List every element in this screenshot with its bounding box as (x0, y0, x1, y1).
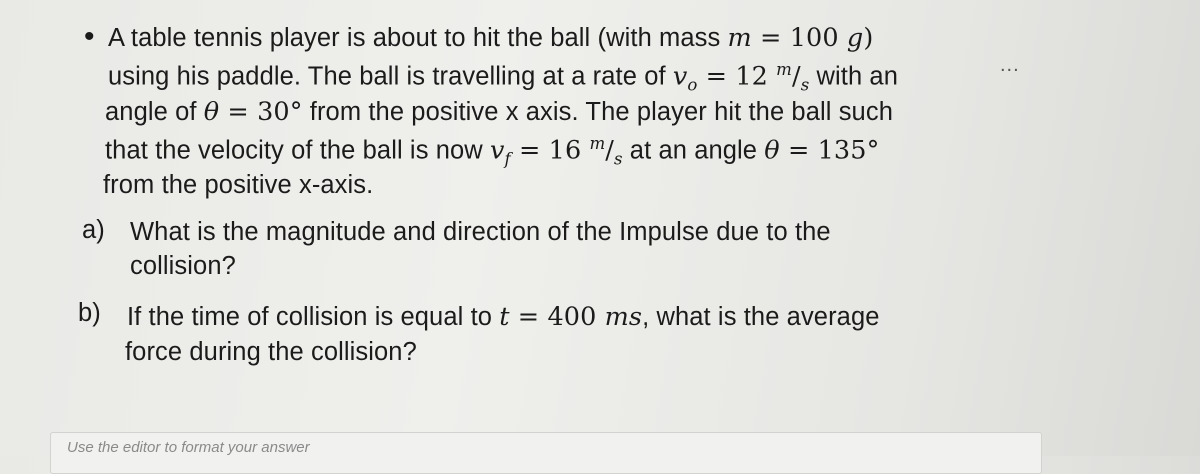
math-unit: g (846, 23, 864, 53)
question-line-1 (108, 23, 873, 53)
math-sup: m (776, 60, 792, 79)
part-a-line-1 (130, 218, 831, 247)
text: a) (82, 216, 105, 244)
part-b-label (78, 299, 101, 328)
math-eq: = 400 (509, 302, 605, 332)
part-a-line-2 (130, 252, 236, 281)
question-line-2 (108, 60, 898, 95)
part-b-line-2 (125, 338, 417, 367)
question-line-3 (105, 97, 893, 127)
math-sub: o (687, 75, 698, 95)
math-eq: = 135° (779, 135, 880, 166)
text: ) (863, 23, 874, 53)
math-var: t (499, 302, 510, 332)
text: using his paddle. The ball is travelling at a rate of (108, 62, 673, 91)
math-unit: ms (604, 302, 643, 332)
text: b) (78, 299, 101, 327)
math-var: m (727, 23, 752, 53)
math-sub: s (800, 75, 810, 95)
text: at an angle (622, 136, 765, 165)
text: , what is the average (642, 303, 880, 331)
math-var: v (672, 61, 688, 92)
text: A table tennis player is about to hit the ball (with mass (108, 24, 728, 52)
answer-editor[interactable] (50, 432, 1042, 474)
math-sub: f (504, 149, 511, 169)
text: angle of (105, 98, 204, 126)
bullet-icon: • (84, 20, 95, 53)
text: force during the collision? (125, 338, 417, 366)
question-line-4 (105, 134, 879, 169)
text: What is the magnitude and direction of the Impulse due to the (130, 218, 831, 246)
math-eq: = 30° (219, 97, 303, 127)
math-var: θ (203, 97, 220, 127)
math-var: θ (764, 135, 780, 166)
text: that the velocity of the ball is now (105, 136, 490, 165)
more-options-icon[interactable]: ... (1000, 54, 1020, 76)
text: collision? (130, 252, 236, 280)
math-slash: / (791, 61, 801, 92)
text: from the positive x axis. The player hit the ball such (302, 98, 893, 126)
math-slash: / (605, 135, 614, 166)
part-b-line-1 (127, 302, 880, 332)
text: with an (809, 62, 898, 91)
question-line-5 (103, 171, 373, 200)
math-sub: s (614, 149, 623, 169)
math-eq: = 12 (697, 61, 777, 92)
math-sup: m (589, 134, 606, 153)
text: If the time of collision is equal to (127, 303, 500, 331)
math-var: v (490, 135, 505, 166)
math-eq: = 16 (510, 135, 590, 166)
text: from the positive x-axis. (103, 171, 374, 199)
part-a-label (82, 216, 105, 245)
editor-placeholder: Use the editor to format your answer (67, 439, 310, 456)
math-eq: = 100 (751, 23, 847, 53)
